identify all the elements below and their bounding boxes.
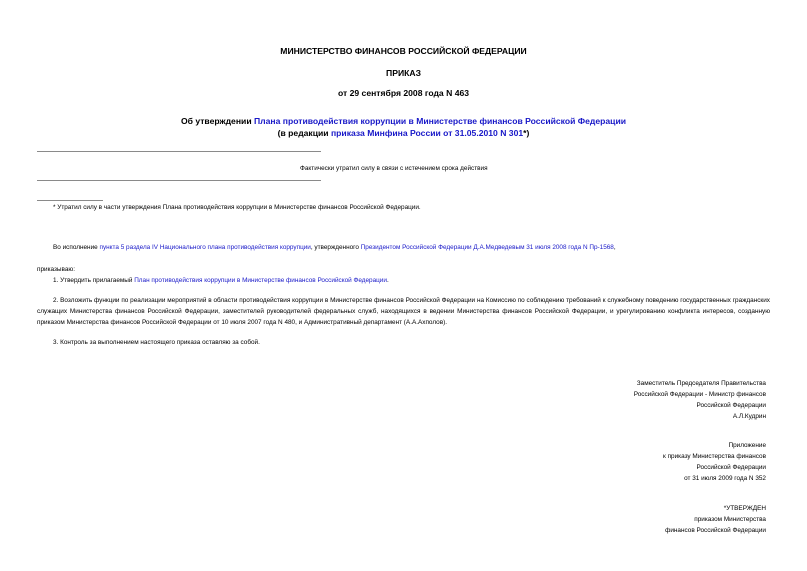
national-plan-link[interactable]: пункта 5 раздела IV Национального плана противодействия коррупции	[99, 244, 311, 251]
ministry-heading: МИНИСТЕРСТВО ФИНАНСОВ РОССИЙСКОЙ ФЕДЕРАЦИИ	[280, 46, 527, 56]
preamble	[53, 244, 616, 251]
footnote-divider	[37, 200, 103, 201]
title-prefix: Об утверждении	[180, 116, 254, 126]
document-type: ПРИКАЗ	[386, 68, 421, 78]
plan-link[interactable]: План противодействия коррупции в Министерстве финансов Российской Федерации	[134, 277, 387, 284]
appendix-line-1: Приложение	[728, 442, 766, 449]
order-word: приказываю:	[37, 266, 75, 273]
divider-top	[37, 151, 321, 152]
order-item-3: 3. Контроль за выполнением настоящего приказа оставляю за собой.	[53, 339, 260, 346]
approved-block	[665, 503, 766, 536]
appendix-line-2: к приказу Министерства финансов	[663, 453, 766, 460]
document-title	[0, 116, 807, 126]
appendix-line-3: Российской Федерации	[696, 464, 766, 471]
revision-suffix: *)	[523, 128, 530, 138]
order-item-1	[53, 277, 389, 284]
status-note: Фактически утратил силу в связи с истечением срока действия	[300, 165, 488, 172]
signature-name: А.Л.Кудрин	[732, 413, 766, 420]
signature-line-3: Российской Федерации	[696, 402, 766, 409]
appendix-line-4: от 31 июля 2009 года N 352	[684, 475, 766, 482]
preamble-text-2: , утвержденного	[310, 244, 361, 251]
order-item-2: 2. Возложить функции по реализации мероприятий в области противодействия коррупции в Министерстве финансов Российской Федерации на Комиссию по соблюдению требований к служебному поведению государственных гражданских служащих Министерства финансов Российской Федерации, заместителей руководителей федеральных служб, находящихся в ведении Министерства финансов Российской Федерации, и урегулированию конфликта интересов, созданную приказом Министерства финансов Российской Федерации от 10 июля 2007 года N 480, и Административный департамент (А.А.Ахполов).	[37, 297, 770, 326]
president-order-link[interactable]: Президентом Российской Федерации Д.А.Медведевым 31 июля 2008 года N Пр-1568	[360, 244, 614, 251]
item-1-end: .	[386, 277, 389, 284]
approved-line-1: *УТВЕРЖДЕН	[723, 505, 766, 512]
approved-line-3: финансов Российской Федерации	[665, 527, 766, 534]
appendix-block	[663, 440, 766, 484]
footnote: * Утратил силу в части утверждения Плана противодействия коррупции в Министерстве финансов Российской Федерации.	[53, 204, 421, 211]
document-date: от 29 сентября 2008 года N 463	[337, 88, 470, 98]
plan-title-link[interactable]: Плана противодействия коррупции в Министерстве финансов Российской Федерации	[253, 116, 627, 126]
item-1-text: 1. Утвердить прилагаемый	[53, 277, 135, 284]
signature-line-1: Заместитель Председателя Правительства	[636, 380, 766, 387]
revision-order-link[interactable]: приказа Минфина России от 31.05.2010 N 301	[330, 128, 524, 138]
preamble-text-1: Во исполнение	[53, 244, 100, 251]
revision-prefix: (в редакции	[277, 128, 331, 138]
signature-line-2: Российской Федерации - Министр финансов	[633, 391, 766, 398]
divider-bottom	[37, 180, 321, 181]
revision-note	[0, 128, 807, 138]
approved-line-2: приказом Министерства	[694, 516, 766, 523]
preamble-text-3: ,	[613, 244, 616, 251]
signature-block	[634, 378, 766, 422]
